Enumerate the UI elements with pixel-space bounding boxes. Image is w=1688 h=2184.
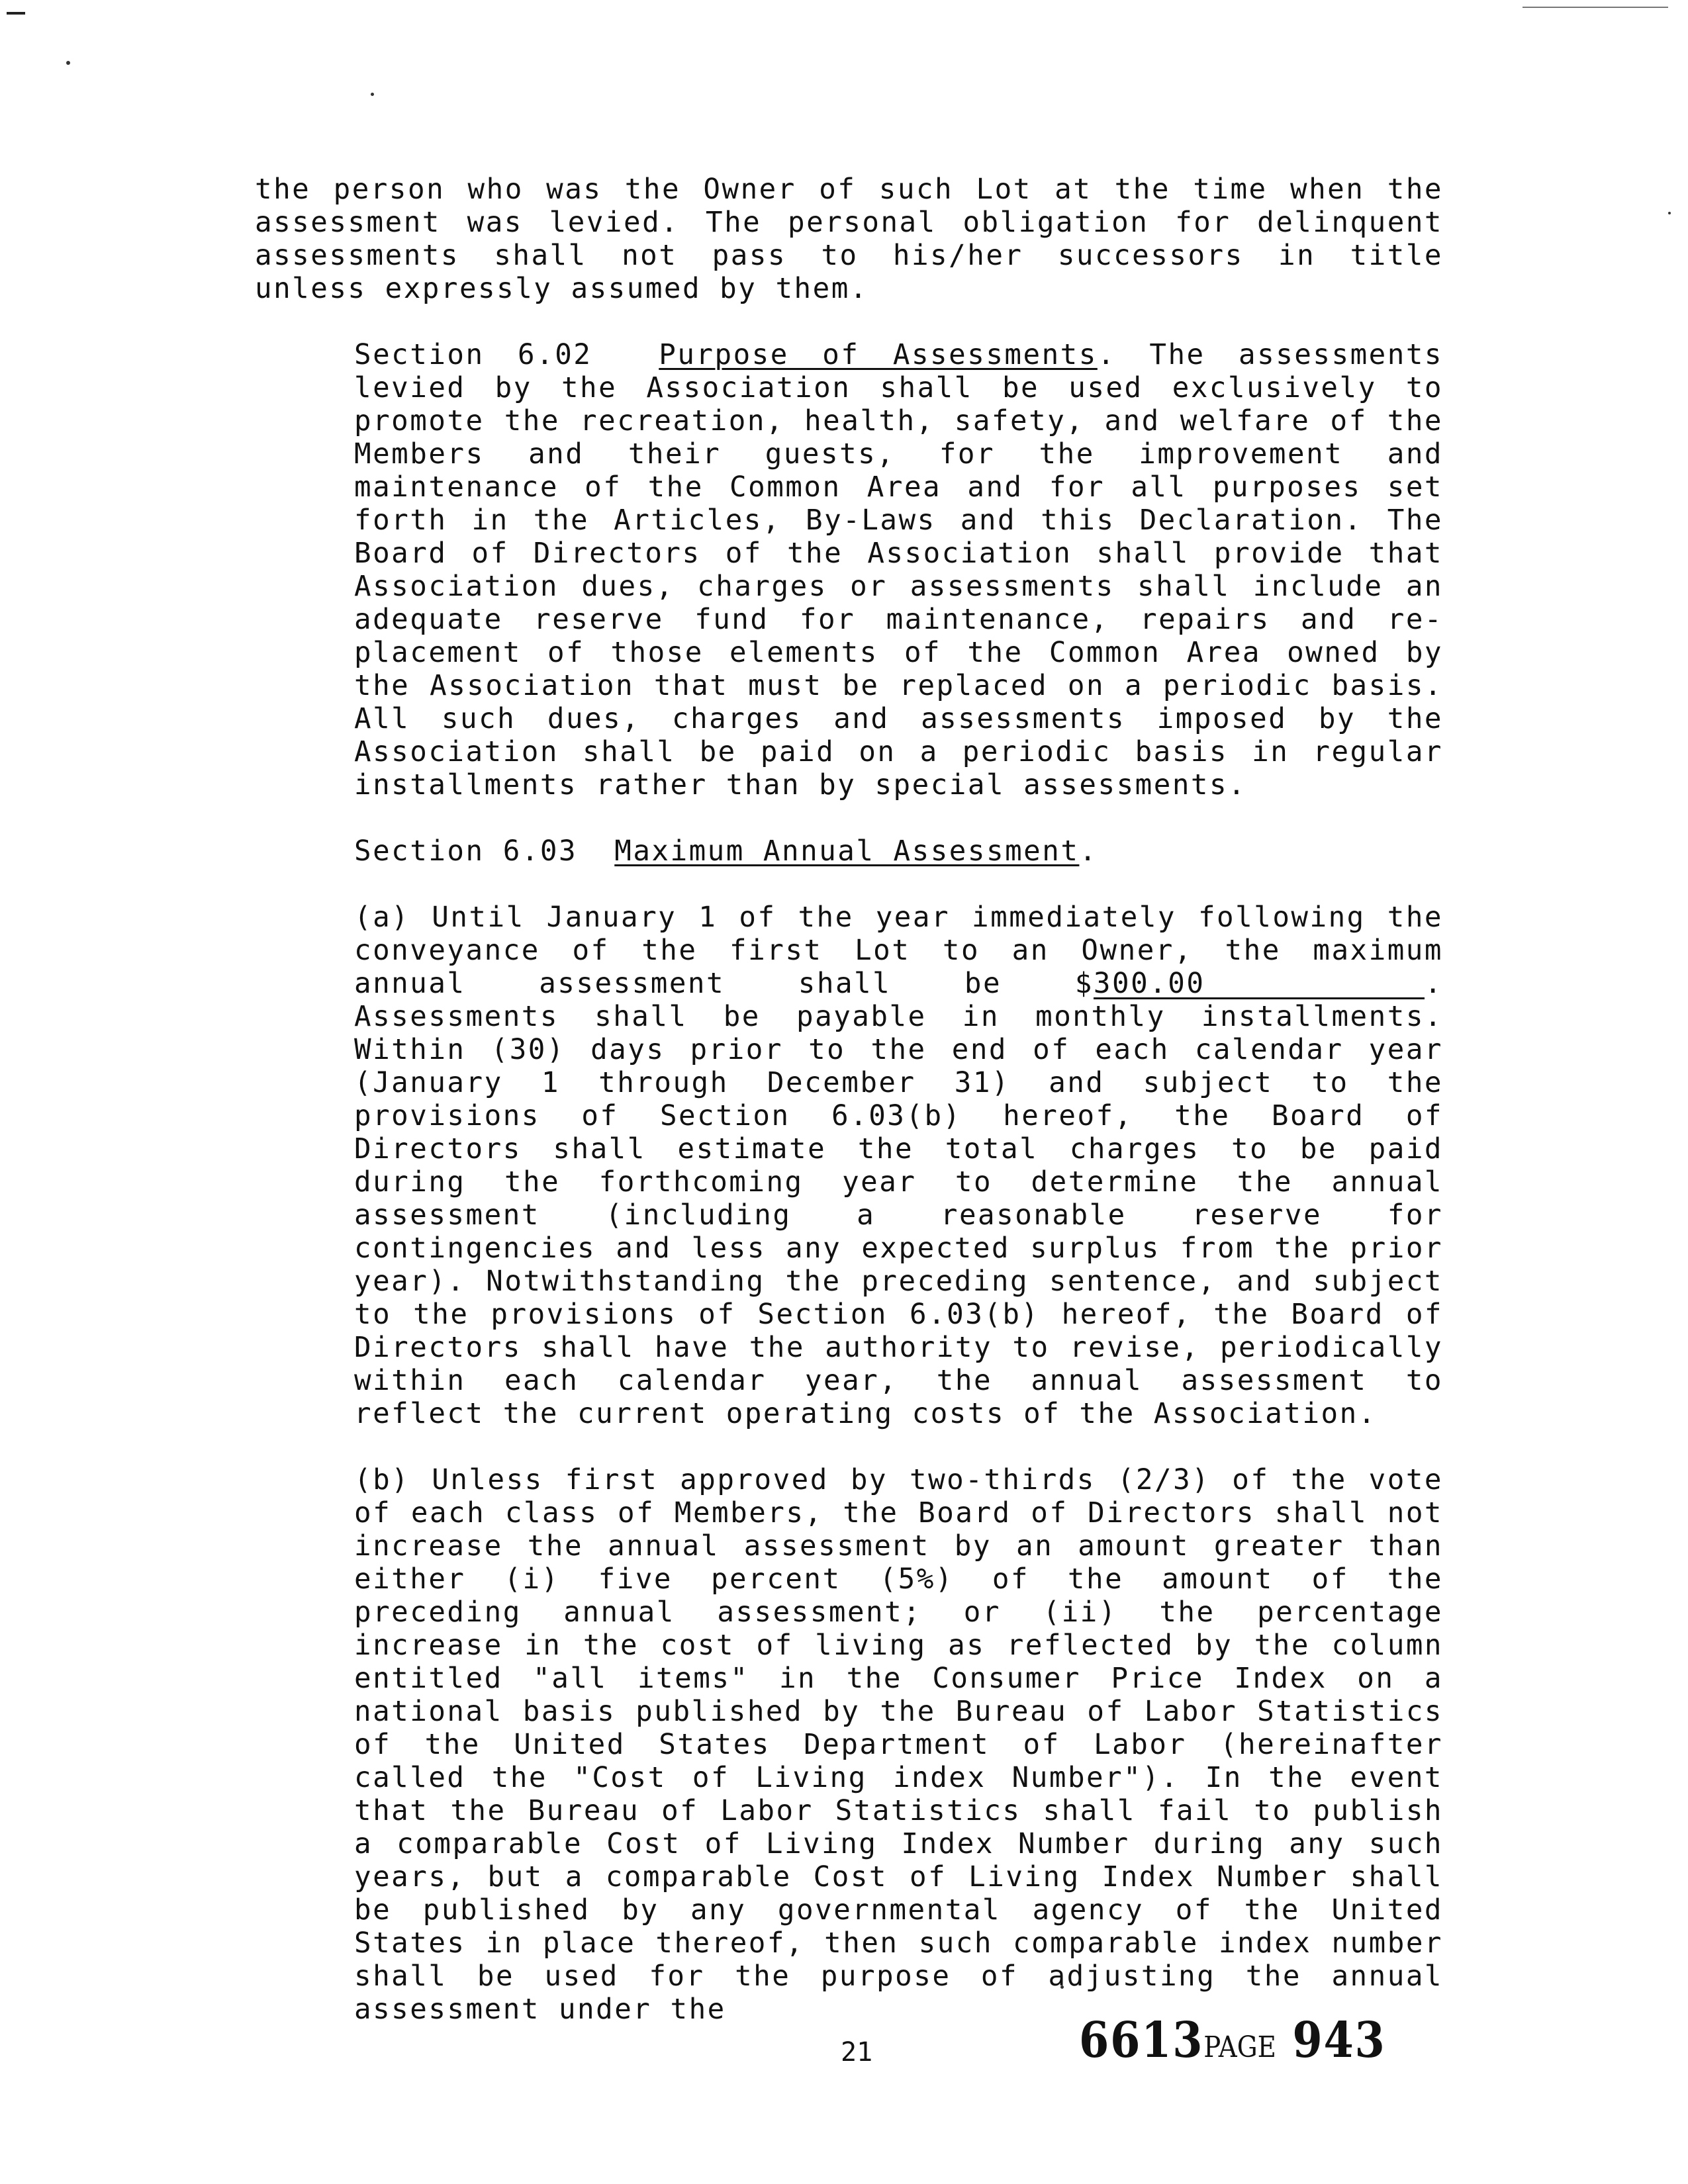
paragraph-continuation: the person who was the Owner of such Lot at the time when the assessment was levied. The personal obligation for delinquent assessments shall not pass to his/her successors in title unless expressly assumed by them. xyxy=(255,173,1443,305)
section-label: Section 6.03 xyxy=(354,835,578,868)
paragraph-a-text: (a) Until January 1 of the year immediately following the conveyance of the first Lot to an Owner, the maximum annual assessment shall be $ xyxy=(354,901,1443,1000)
amount-blank xyxy=(1093,968,1425,1000)
book-number: 6613 xyxy=(1079,2012,1204,2069)
paragraph-a-text-continued: . Assessments shall be payable in monthly installments. Within (30) days prior to the end of each calendar year (January 1 through December 31) and subject to the provisions of Section 6.03(b) hereof, the Board of Directors shall estimate the total charges to be paid during the forthcoming year to determine the annual assessment (including a reasonable reserve for contingencies and less any expected surplus from the prior year). Notwithstanding the preceding sentence, and subject to the provisions of Section 6.03(b) hereof, the Board of Directors shall have the authority to revise, periodically within each calendar year, the annual assessment to reflect the current operating costs of the Association. xyxy=(354,968,1443,1430)
recording-stamp xyxy=(1079,2012,1386,2069)
section-label: Section 6.02 xyxy=(354,339,592,371)
section-6-02 xyxy=(255,339,1443,802)
scan-speck xyxy=(1668,212,1671,214)
section-title: Purpose of Assessments xyxy=(659,339,1098,371)
page-label: PAGE xyxy=(1203,2030,1276,2064)
section-6-03-heading xyxy=(255,835,1443,868)
maximum-assessment-amount: 300.00 xyxy=(1093,968,1205,1000)
book-page-number: 943 xyxy=(1292,2012,1386,2069)
scan-speck xyxy=(66,61,70,65)
document-body xyxy=(255,173,1443,2060)
scan-speck xyxy=(371,93,374,96)
section-body: . The assessments levied by the Association shall be used exclusively to promote the recreation, health, safety, and welfare of the Members and their guests, for the improvement and maintenance of the Common Area and for all purposes set forth in the Articles, By-Laws and this Declaration. The Board of Directors of the Association shall provide that Association dues, charges or assessments shall include an adequate reserve fund for maintenance, repairs and re- placement of those elements of the Common Area owned by the Association that must be replaced on a periodic basis. All such dues, charges and assessments imposed by the Association shall be paid on a periodic basis in regular installments rather than by special assessments. xyxy=(354,339,1443,801)
section-title: Maximum Annual Assessment xyxy=(614,835,1080,868)
page-number: 21 xyxy=(841,2037,873,2068)
paragraph-a xyxy=(255,901,1443,1431)
section-title-period: . xyxy=(1079,835,1098,868)
scan-rule xyxy=(1523,7,1668,8)
paragraph-b: (b) Unless first approved by two-thirds (2/3) of the vote of each class of Members, the Board of Directors shall not increase the annual assessment by an amount greater than either (i) five percent (5%) of the amount of the preceding annual assessment; or (ii) the percentage increase in the cost of living as reflected by the column entitled "all items" in the Consumer Price Index on a national basis published by the Bureau of Labor Statistics of the United States Department of Labor (hereinafter called the "Cost of Living index Number"). In the event that the Bureau of Labor Statistics shall fail to publish a comparable Cost of Living Index Number during any such years, but a comparable Cost of Living Index Number shall be published by any governmental agency of the United States in place thereof, then such comparable index number shall be used for the purpose of adjusting the annual assessment under the xyxy=(354,1464,1443,2026)
scan-mark xyxy=(7,12,25,15)
